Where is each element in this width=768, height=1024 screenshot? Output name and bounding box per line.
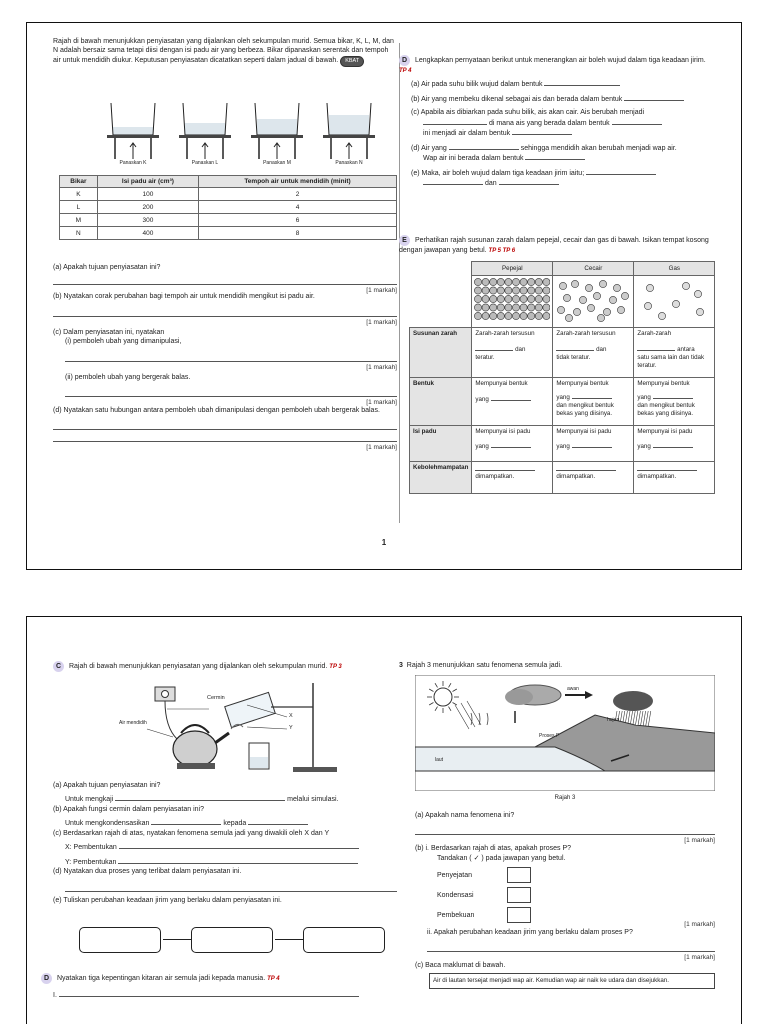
answer-line[interactable] <box>53 308 397 317</box>
worksheet-page-1 <box>26 22 742 570</box>
blank-field[interactable] <box>449 143 519 150</box>
particle <box>498 295 505 302</box>
blank-field[interactable] <box>491 441 531 448</box>
particle <box>475 278 482 285</box>
particle <box>513 312 520 319</box>
particle <box>528 287 535 294</box>
particle <box>505 304 512 311</box>
table-cell: L <box>60 201 98 214</box>
water-cycle-diagram <box>415 675 715 791</box>
table-header: Bikar <box>60 176 98 188</box>
particle <box>558 306 565 313</box>
blank-field[interactable] <box>624 94 684 101</box>
q3-b-i: (b) i. Berdasarkan rajah di atas, apakah proses P? <box>415 845 572 853</box>
particle <box>520 278 527 285</box>
particle <box>564 294 571 301</box>
flow-box-3[interactable] <box>303 927 385 953</box>
label-y: Y <box>289 725 293 731</box>
blank-field[interactable] <box>248 818 308 825</box>
answer-line[interactable] <box>415 826 715 835</box>
table-row <box>60 227 397 240</box>
results-table <box>59 175 397 240</box>
table-row <box>60 188 397 201</box>
particle <box>482 295 489 302</box>
liquid-particles-diagram <box>555 278 631 322</box>
question-c: (c) Dalam penyiasatan ini, nyatakan <box>53 328 165 336</box>
tp-tag: TP 4 <box>399 68 412 74</box>
blank-field[interactable] <box>572 441 612 448</box>
section-c-questions: (a) Apakah tujuan penyiasatan ini? Untuk mengkaji melalui simulasi. (b) Apakah fungsi cermin dalam penyiasatan ini? Untuk mengkondensasikan kepada (c) Berdasarkan rajah di atas, nyatakan fenomena semula jadi yang diwakili oleh X dan Y X: Pembentukan Y: Pembentukan (d) Nyatakan dua proses yang terlibat dalam penyiasatan ini. (e) Tuliskan perubahan keadaan jirim yang berlaku dalam penyiasatan ini. <box>53 781 397 905</box>
row-head-volume: Isi padu <box>410 426 472 462</box>
particle <box>543 312 550 319</box>
table-cell: 200 <box>97 201 198 214</box>
particle <box>475 312 482 319</box>
d-e1: (e) Maka, air boleh wujud dalam tiga keadaan jirim iaitu; <box>411 169 585 177</box>
question-3-intro: 3 Rajah 3 menunjukkan satu fenomena semula jadi. <box>399 662 563 669</box>
d-b: (b) Air yang membeku dikenal sebagai ais dan berada dalam bentuk <box>411 95 623 103</box>
particle <box>520 312 527 319</box>
particle <box>572 280 579 287</box>
q3-a: (a) Apakah nama fenomena ini? <box>415 812 515 819</box>
particle <box>536 278 543 285</box>
rain-cloud <box>613 691 653 711</box>
intro-text: Rajah di bawah menunjukkan penyiasatan yang dijalankan oleh sekumpulan murid. Semua bikar, K, L, M, dan N adalah bersaiz sama tetapi diisi dengan isi padu air yang berbeza. Bikar dipanaskan serentak dan tempoh air untuk mendidih diukur. Keputusan penyiasatan dicatatkan seperti dalam jadual di bawah. KBAT <box>53 37 397 67</box>
particle <box>505 312 512 319</box>
particle <box>536 304 543 311</box>
cell: Zarah-zarah antara satu sama lain dan tidak teratur. <box>634 328 715 378</box>
table-cell: 400 <box>97 227 198 240</box>
question-a: (a) Apakah tujuan penyiasatan ini? <box>53 264 161 271</box>
cell: Mempunyai bentuk yang <box>472 378 553 426</box>
particle <box>498 287 505 294</box>
label-cloud: awan <box>567 686 579 692</box>
particle <box>498 312 505 319</box>
particle <box>490 295 497 302</box>
c-d: (d) Nyatakan dua proses yang terlibat dalam penyiasatan ini. <box>53 868 242 876</box>
mark-label: [1 markah] <box>366 287 397 295</box>
label-x: X <box>289 713 293 719</box>
mirror <box>225 692 276 727</box>
q3-b-ii: ii. Apakah perubahan keadaan jirim yang berlaku dalam proses P? <box>427 929 633 937</box>
particle <box>618 306 625 313</box>
particle <box>490 304 497 311</box>
table-row <box>60 201 397 214</box>
table-header: Tempoh air untuk mendidih (minit) <box>199 176 397 188</box>
table-cell: 4 <box>199 201 397 214</box>
kbat-badge: KBAT <box>340 56 364 67</box>
c-b: (b) Apakah fungsi cermin dalam penyiasatan ini? <box>53 805 204 813</box>
section-c <box>53 661 397 672</box>
blank-field[interactable] <box>544 79 620 86</box>
particle <box>588 304 595 311</box>
particle <box>622 292 629 299</box>
solid-particles-cell <box>472 276 553 328</box>
questions-left <box>53 263 397 451</box>
particle <box>505 278 512 285</box>
label-rain: hujan <box>607 717 620 723</box>
flow-arrow <box>163 939 191 940</box>
blank-field[interactable] <box>115 794 285 801</box>
blank-field[interactable] <box>475 344 513 351</box>
question-d: (d) Nyatakan satu hubungan antara pemboleh ubah dimanipulasi dengan pemboleh ubah bergerak balas. <box>53 407 380 415</box>
table-row <box>60 214 397 227</box>
table-cell: K <box>60 188 98 201</box>
d-d1: (d) Air yang <box>411 144 447 152</box>
cell: Mempunyai bentuk yang dan mengikut bentuk bekas yang diisinya. <box>553 378 634 426</box>
particle <box>513 287 520 294</box>
mark-label: [1 markah] <box>684 953 715 961</box>
c-e: (e) Tuliskan perubahan keadaan jirim yang berlaku dalam penyiasatan ini. <box>53 896 282 904</box>
particle <box>647 284 654 291</box>
blank-field[interactable] <box>423 178 483 185</box>
solid-particles-diagram <box>474 278 550 322</box>
checkbox-freezing[interactable] <box>507 907 531 923</box>
option-freezing: Pembekuan <box>437 912 475 920</box>
blank-field[interactable] <box>637 464 697 471</box>
particle <box>614 284 621 291</box>
row-head-shape: Bentuk <box>410 378 472 426</box>
particle <box>520 304 527 311</box>
section-d-intro: Lengkapkan pernyataan berikut untuk menerangkan air boleh wujud dalam tiga keadaan jirim. <box>414 57 706 64</box>
beaker-K <box>107 103 159 159</box>
cell: Mempunyai bentuk yang dan mengikut bentuk bekas yang diisinya. <box>634 378 715 426</box>
section-d <box>399 55 719 188</box>
section-c-intro: Rajah di bawah menunjukkan penyiasatan yang dijalankan oleh sekumpulan murid. <box>68 663 328 670</box>
particle <box>498 278 505 285</box>
answer-line[interactable] <box>65 353 397 362</box>
cell: dimampatkan. <box>553 462 634 494</box>
particle <box>600 280 607 287</box>
row-head-compressibility: Kebolehmampatan <box>410 462 472 494</box>
table-cell: 6 <box>199 214 397 227</box>
particle <box>490 287 497 294</box>
mark-label: [1 markah] <box>366 399 397 407</box>
particle <box>543 287 550 294</box>
particle <box>482 304 489 311</box>
empty-header <box>410 262 472 276</box>
cell: Mempunyai isi padu yang <box>634 426 715 462</box>
table-cell: 8 <box>199 227 397 240</box>
particle <box>586 284 593 291</box>
table-cell: M <box>60 214 98 227</box>
answer-line[interactable] <box>53 433 397 442</box>
particle <box>673 300 680 307</box>
header-liquid: Cecair <box>553 262 634 276</box>
blank-field[interactable] <box>556 344 594 351</box>
particle <box>475 304 482 311</box>
d-d3: Wap air ini berada dalam bentuk <box>423 155 524 163</box>
label-boiling-water: Air mendidih <box>119 720 147 726</box>
cell: Mempunyai isi padu yang <box>553 426 634 462</box>
section-letter-e: E <box>399 235 410 246</box>
particle <box>543 304 550 311</box>
mark-label: [1 markah] <box>366 318 397 326</box>
particle <box>659 312 666 319</box>
mark-label: [1 markah] <box>366 443 397 451</box>
cell: dimampatkan. <box>634 462 715 494</box>
particle <box>520 295 527 302</box>
particle <box>580 296 587 303</box>
blank-field[interactable] <box>653 441 693 448</box>
q3-c: (c) Baca maklumat di bawah. <box>415 961 506 969</box>
info-box: Air di lautan tersejat menjadi wap air. Kemudian wap air naik ke udara dan disejukkan. <box>429 973 715 989</box>
flow-arrow <box>275 939 303 940</box>
question-c-ii: (ii) pemboleh ubah yang bergerak balas. <box>65 373 191 381</box>
particle <box>536 295 543 302</box>
left-column <box>53 37 397 67</box>
particle <box>574 308 581 315</box>
particle <box>490 312 497 319</box>
d-c3: ini menjadi air dalam bentuk <box>423 130 511 138</box>
tp-tag: TP 5 TP 6 <box>488 248 516 254</box>
option-evaporation: Penyejatan <box>437 872 473 880</box>
mark-label: [1 markah] <box>366 363 397 371</box>
blank-field[interactable] <box>423 118 487 125</box>
blank-field[interactable] <box>512 128 572 135</box>
particle <box>528 278 535 285</box>
particle <box>645 302 652 309</box>
d-e2: dan <box>484 179 497 187</box>
particle <box>528 304 535 311</box>
kettle <box>173 731 217 767</box>
worksheet-page-2 <box>26 616 742 1024</box>
particle <box>566 314 573 321</box>
particle <box>536 312 543 319</box>
cell: Zarah-zarah tersusun dan teratur. <box>472 328 553 378</box>
gas-particles-cell <box>634 276 715 328</box>
c-a: (a) Apakah tujuan penyiasatan ini? <box>53 782 161 789</box>
gas-particles-diagram <box>636 278 712 322</box>
header-solid: Pepejal <box>472 262 553 276</box>
d-c1: (c) Apabila ais dibiarkan pada suhu bilik, ais akan cair. Ais berubah menjadi <box>411 109 645 117</box>
blank-field[interactable] <box>637 344 675 351</box>
mark-label: [1 markah] <box>684 837 715 845</box>
question-3-parts <box>415 811 715 989</box>
section-e <box>399 235 719 255</box>
q3-b-instruction: Tandakan ( ✓ ) pada jawapan yang betul. <box>437 854 566 862</box>
beaker-M <box>251 103 303 159</box>
particle <box>598 314 605 321</box>
question-c-i: (i) pemboleh ubah yang dimanipulasi, <box>65 338 182 346</box>
table-cell: 2 <box>199 188 397 201</box>
blank-field[interactable] <box>525 153 585 160</box>
mark-label: [1 markah] <box>684 921 715 929</box>
particle <box>695 290 702 297</box>
particle <box>513 278 520 285</box>
states-of-matter-table <box>409 261 715 494</box>
table-cell: 300 <box>97 214 198 227</box>
figure-caption: Rajah 3 <box>554 795 576 801</box>
blank-field[interactable] <box>491 394 531 401</box>
particle <box>610 296 617 303</box>
label-mirror: Cermin <box>207 695 225 701</box>
cell: dimampatkan. <box>472 462 553 494</box>
page-number: 1 <box>381 538 387 547</box>
particle <box>498 304 505 311</box>
particle <box>513 304 520 311</box>
particle <box>490 278 497 285</box>
particle <box>482 287 489 294</box>
blank-field[interactable] <box>475 464 535 471</box>
beaker-label: Panaskan L <box>191 160 219 166</box>
cell: Mempunyai isi padu yang <box>472 426 553 462</box>
beaker-label: Panaskan K <box>119 160 147 166</box>
beaker-label: Panaskan M <box>263 160 291 166</box>
cell: Zarah-zarah tersusun dan tidak teratur. <box>553 328 634 378</box>
tp-tag: TP 3 <box>329 664 342 670</box>
d-a: (a) Air pada suhu bilik wujud dalam bentuk <box>411 81 543 89</box>
checkbox-condensation[interactable] <box>507 887 531 903</box>
particle <box>520 287 527 294</box>
d-c2: di mana ais yang berada dalam bentuk <box>488 119 610 127</box>
blank-field[interactable] <box>119 842 359 849</box>
particle <box>536 287 543 294</box>
checkbox-evaporation[interactable] <box>507 867 531 883</box>
table-header: Isi padu air (cm³) <box>97 176 198 188</box>
answer-line[interactable] <box>53 276 397 285</box>
particle <box>482 312 489 319</box>
section-letter-d: D <box>399 55 410 66</box>
particle <box>528 312 535 319</box>
section-e-intro: Perhatikan rajah susunan zarah dalam pepejal, cecair dan gas di bawah. Isikan tempat kosong dengan jawapan yang betul. <box>399 237 709 254</box>
option-condensation: Kondensasi <box>437 892 474 900</box>
d-d2: sehingga mendidih akan berubah menjadi wap air. <box>520 144 677 152</box>
beaker-N <box>323 103 375 159</box>
answer-line[interactable] <box>65 883 397 892</box>
particle <box>543 295 550 302</box>
blank-field[interactable] <box>612 118 662 125</box>
particle <box>594 292 601 299</box>
blank-field[interactable] <box>556 464 616 471</box>
particle <box>482 278 489 285</box>
particle <box>475 295 482 302</box>
blank-field[interactable] <box>151 818 221 825</box>
particle <box>475 287 482 294</box>
particle <box>513 295 520 302</box>
section-letter-d: D <box>41 973 52 984</box>
row-head-arrangement: Susunan zarah <box>410 328 472 378</box>
label-sea: laut <box>435 757 444 763</box>
question-b: (b) Nyatakan corak perubahan bagi tempoh air untuk mendidih mengikut isi padu air. <box>53 293 315 301</box>
section-d-page2: D Nyatakan tiga kepentingan kitaran air semula jadi kepada manusia. TP 4 I. <box>41 973 397 1000</box>
table-cell: N <box>60 227 98 240</box>
particle <box>683 282 690 289</box>
d2-text: Nyatakan tiga kepentingan kitaran air semula jadi kepada manusia. <box>56 975 266 982</box>
particle <box>505 295 512 302</box>
beaker-label: Panaskan N <box>335 160 363 166</box>
blank-field[interactable] <box>118 857 358 864</box>
tp-tag: TP 4 <box>267 976 280 982</box>
particle <box>505 287 512 294</box>
particle <box>604 308 611 315</box>
particle <box>543 278 550 285</box>
particle <box>528 295 535 302</box>
flow-box-2[interactable] <box>191 927 273 953</box>
blank-field[interactable] <box>499 178 559 185</box>
answer-line[interactable] <box>65 388 397 397</box>
liquid-particles-cell <box>553 276 634 328</box>
blank-field[interactable] <box>653 392 693 399</box>
blank-field[interactable] <box>572 392 612 399</box>
answer-line[interactable] <box>427 943 715 952</box>
answer-line[interactable] <box>53 421 397 430</box>
c-c: (c) Berdasarkan rajah di atas, nyatakan fenomena semula jadi yang diwakili oleh X dan Y <box>53 829 330 837</box>
beaker-L <box>179 103 231 159</box>
blank-field[interactable] <box>59 990 359 997</box>
header-gas: Gas <box>634 262 715 276</box>
flow-box-1[interactable] <box>79 927 161 953</box>
particle <box>697 308 704 315</box>
label-process-p: Proses P <box>539 733 560 739</box>
blank-field[interactable] <box>586 168 656 175</box>
particle <box>560 282 567 289</box>
section-letter-c: C <box>53 661 64 672</box>
table-cell: 100 <box>97 188 198 201</box>
